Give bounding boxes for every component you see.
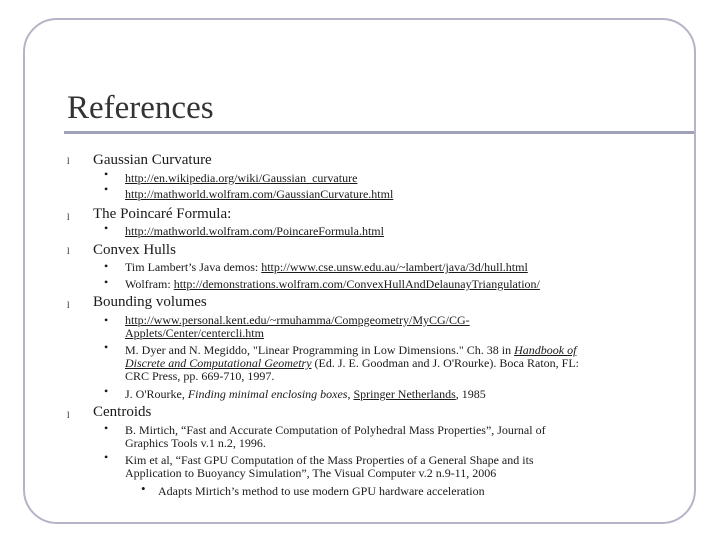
link-text[interactable]: http://www.personal.kent.edu/~rmuhamma/Compgeometry/MyCG/CG- xyxy=(125,313,470,327)
reference-item-gaussian: Gaussian Curvature xyxy=(93,152,212,168)
sub-bullet-icon: • xyxy=(104,259,109,273)
link-text[interactable]: http://mathworld.wolfram.com/GaussianCurvature.html xyxy=(125,187,394,201)
bullet-icon: l xyxy=(67,246,70,256)
reference-text: J. O'Rourke, xyxy=(125,387,188,401)
link-text[interactable]: http://mathworld.wolfram.com/PoincareFormula.html xyxy=(125,224,384,238)
link-text[interactable]: http://en.wikipedia.org/wiki/Gaussian_curvature xyxy=(125,171,358,185)
reference-mirtich xyxy=(125,424,661,450)
link-handbook[interactable]: Handbook of xyxy=(514,343,577,357)
sub-bullet-icon: • xyxy=(104,421,109,435)
sub-bullet-icon: • xyxy=(104,340,109,354)
slide-title: References xyxy=(67,90,214,126)
link-gaussian-wikipedia[interactable] xyxy=(125,172,661,185)
reference-text: M. Dyer and N. Megiddo, "Linear Programming in Low Dimensions." Ch. 38 in xyxy=(125,343,515,357)
link-handbook[interactable]: Discrete and Computational Geometry xyxy=(125,356,312,370)
link-poincare-mathworld[interactable] xyxy=(125,225,661,238)
sub-bullet-icon: • xyxy=(104,167,109,181)
link-springer[interactable]: Springer Netherlands xyxy=(353,387,456,401)
reference-item-convex-hulls: Convex Hulls xyxy=(93,242,176,258)
link-kent-applets[interactable] xyxy=(125,314,661,340)
reference-lambert xyxy=(125,261,661,274)
bullet-icon: l xyxy=(67,212,70,222)
reference-text: B. Mirtich, “Fast and Accurate Computation of Polyhedral Mass Properties”, Journal of xyxy=(125,423,546,437)
sub-bullet-icon: • xyxy=(104,384,109,398)
reference-item-bounding-volumes: Bounding volumes xyxy=(93,294,207,310)
reference-dyer-megiddo xyxy=(125,344,661,383)
reference-text: Tim Lambert’s Java demos: xyxy=(125,260,262,274)
reference-item-centroids: Centroids xyxy=(93,404,152,420)
reference-orourke xyxy=(125,388,661,401)
reference-text: Graphics Tools v.1 n.2, 1996. xyxy=(125,436,266,450)
link-wolfram-demos[interactable]: http://demonstrations.wolfram.com/ConvexHullAndDelaunayTriangulation/ xyxy=(173,277,540,291)
bullet-icon: l xyxy=(67,156,70,166)
sub-bullet-icon: • xyxy=(104,221,109,235)
reference-text: CRC Press, pp. 669-710, 1997. xyxy=(125,369,275,383)
reference-wolfram xyxy=(125,278,661,291)
sub-bullet-icon: • xyxy=(104,275,109,289)
reference-text: Wolfram: xyxy=(125,277,174,291)
reference-text: Application to Buoyancy Simulation”, The Visual Computer v.2 n.9-11, 2006 xyxy=(125,466,497,480)
reference-text: , xyxy=(347,387,354,401)
title-divider xyxy=(64,131,694,134)
bullet-icon: l xyxy=(67,300,70,310)
bullet-icon: l xyxy=(67,410,70,420)
reference-item-poincare: The Poincaré Formula: xyxy=(93,206,232,222)
sub-bullet-icon: • xyxy=(104,313,109,327)
sub-bullet-icon: • xyxy=(104,450,109,464)
reference-text: , 1985 xyxy=(455,387,486,401)
link-gaussian-mathworld[interactable] xyxy=(125,188,661,201)
link-lambert[interactable]: http://www.cse.unsw.edu.au/~lambert/java/3d/hull.html xyxy=(261,260,528,274)
reference-title: Finding minimal enclosing boxes xyxy=(187,387,348,401)
reference-kim-note: Adapts Mirtich’s method to use modern GPU hardware acceleration xyxy=(158,484,485,498)
sub-sub-bullet-icon: • xyxy=(141,481,146,496)
reference-kim xyxy=(125,454,661,480)
sub-bullet-icon: • xyxy=(104,182,109,196)
link-text[interactable]: Applets/Center/centercli.htm xyxy=(125,326,264,340)
reference-text: (Ed. J. E. Goodman and J. O'Rourke). Boca Raton, FL: xyxy=(311,356,579,370)
reference-text: Kim et al, “Fast GPU Computation of the Mass Properties of a General Shape and its xyxy=(125,453,534,467)
